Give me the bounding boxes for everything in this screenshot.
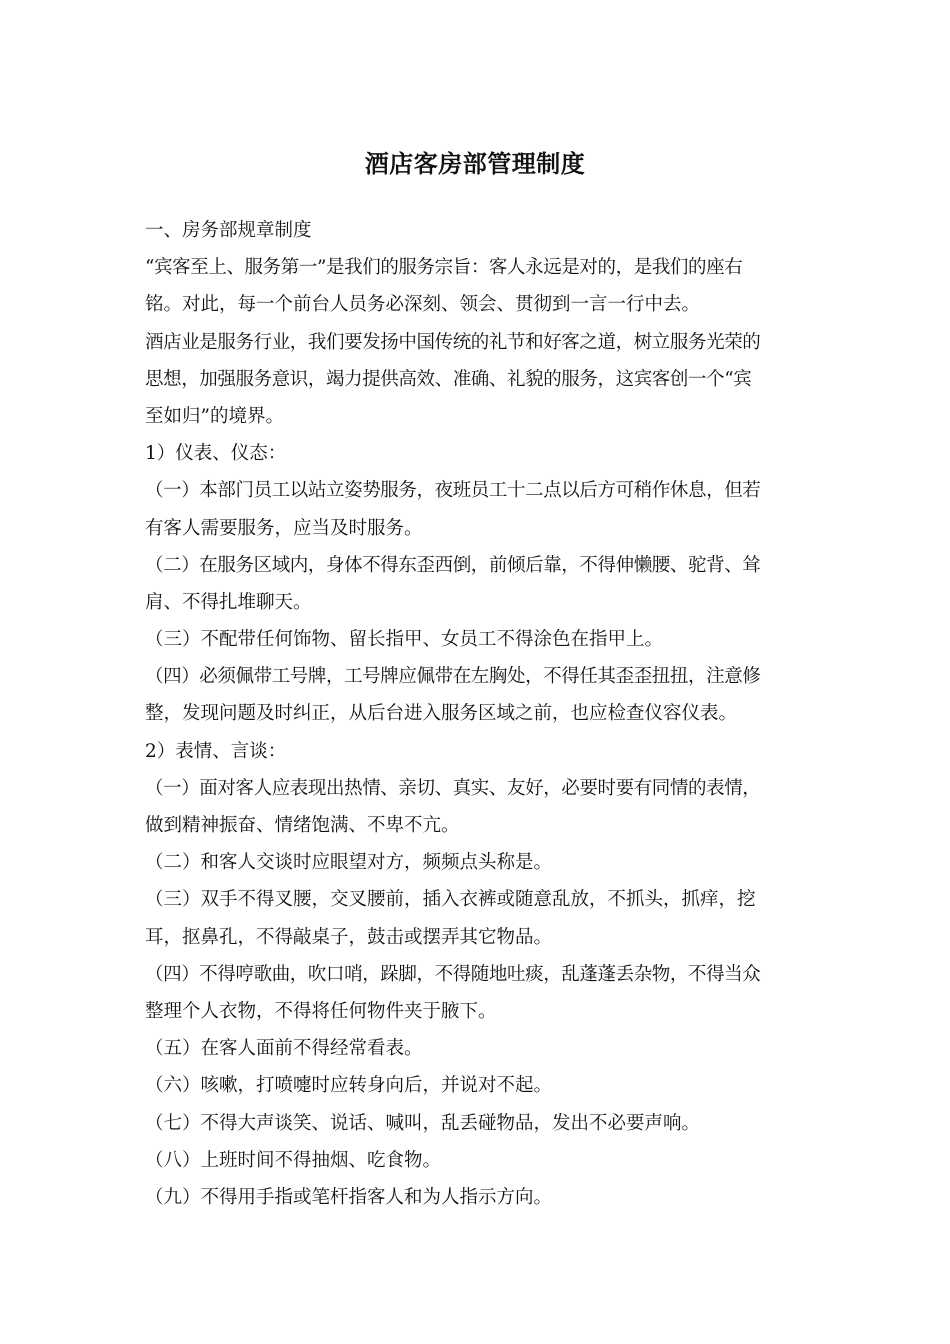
subsection-heading: 2）表情、言谈： bbox=[145, 740, 287, 762]
list-item-line: 有客人需要服务，应当及时服务。 bbox=[145, 517, 423, 539]
list-item-line: 整，发现问题及时纠正，从后台进入服务区域之前，也应检查仪容仪表。 bbox=[145, 703, 738, 725]
list-item-line: 做到精神振奋、情绪饱满、不卑不亢。 bbox=[145, 815, 460, 836]
list-item-line: （二）在服务区域内，身体不得东歪西倒，前倾后靠，不得伸懒腰、驼背、耸 bbox=[145, 554, 761, 576]
list-item-line: （二）和客人交谈时应眼望对方，频频点头称是。 bbox=[145, 852, 553, 874]
list-item-line: 整理个人衣物，不得将任何物件夹于腋下。 bbox=[145, 1000, 497, 1022]
paragraph-line: 铭。对此，每一个前台人员务必深刻、领会、贯彻到一言一行中去。 bbox=[145, 294, 701, 316]
list-item-line: （六）咳嗽，打喷嚏时应转身向后，并说对不起。 bbox=[145, 1075, 553, 1097]
list-item-line: （三）不配带任何饰物、留长指甲、女员工不得涂色在指甲上。 bbox=[145, 629, 664, 651]
list-item-line: （一）面对客人应表现出热情、亲切、真实、友好，必要时要有同情的表情， bbox=[145, 777, 761, 799]
list-item-line: （四）不得哼歌曲，吹口哨，跺脚，不得随地吐痰，乱蓬蓬丢杂物，不得当众 bbox=[145, 963, 761, 985]
subsection-heading: 1）仪表、仪态： bbox=[145, 443, 287, 465]
list-item-line: （一）本部门员工以站立姿势服务，夜班员工十二点以后方可稍作休息，但若 bbox=[145, 480, 761, 502]
list-item-line: （四）必须佩带工号牌，工号牌应佩带在左胸处，不得任其歪歪扭扭，注意修 bbox=[145, 666, 761, 688]
paragraph-line: 思想，加强服务意识，竭力提供高效、准确、礼貌的服务，这宾客创一个“宾 bbox=[145, 368, 752, 390]
document-title: 酒店客房部管理制度 bbox=[364, 149, 586, 178]
list-item-line: （七）不得大声谈笑、说话、喊叫，乱丢碰物品，发出不必要声响。 bbox=[145, 1112, 701, 1134]
list-item-line: 耳，抠鼻孔，不得敲桌子，鼓击或摆弄其它物品。 bbox=[145, 926, 553, 948]
list-item-line: （五）在客人面前不得经常看表。 bbox=[145, 1038, 423, 1060]
section-heading: 一、房务部规章制度 bbox=[145, 220, 312, 241]
list-item-line: （九）不得用手指或笔杆指客人和为人指示方向。 bbox=[145, 1186, 553, 1208]
list-item-line: 肩、不得扎堆聊天。 bbox=[145, 591, 312, 613]
paragraph-line: “宾客至上、服务第一”是我们的服务宗旨：客人永远是对的，是我们的座右 bbox=[145, 257, 743, 279]
list-item-line: （八）上班时间不得抽烟、吃食物。 bbox=[145, 1149, 442, 1171]
paragraph-line: 酒店业是服务行业，我们要发扬中国传统的礼节和好客之道，树立服务光荣的 bbox=[145, 331, 761, 353]
paragraph-line: 至如归”的境界。 bbox=[145, 405, 284, 427]
document-body bbox=[145, 212, 810, 1216]
list-item-line: （三）双手不得叉腰，交叉腰前，插入衣裤或随意乱放，不抓头，抓痒，挖 bbox=[145, 889, 756, 911]
